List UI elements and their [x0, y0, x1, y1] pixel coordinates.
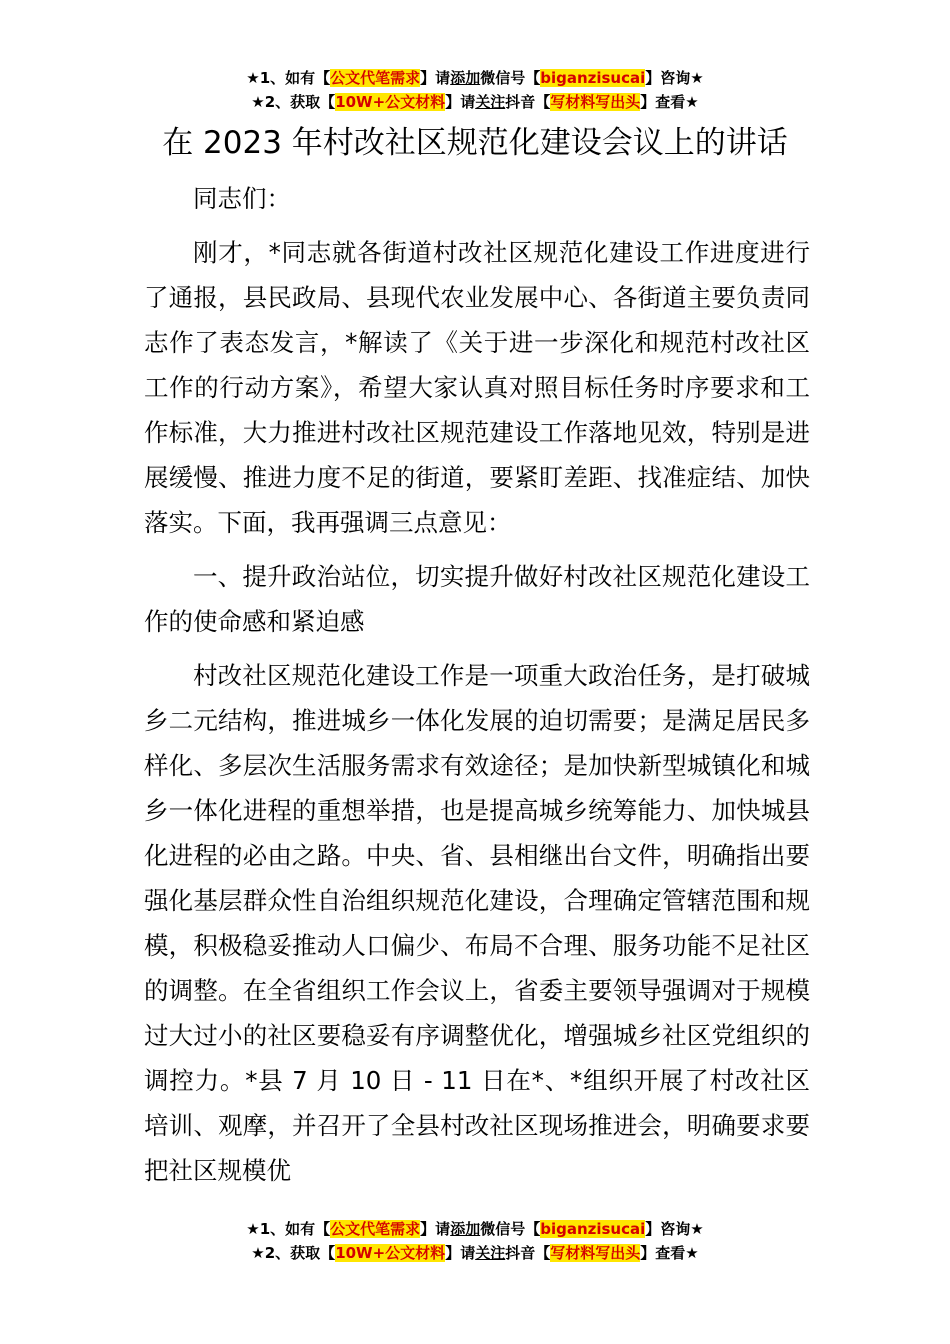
footer-banner — [0, 1217, 950, 1265]
document-title: 在 2023 年村改社区规范化建设会议上的讲话 — [162, 125, 788, 161]
banner-text: 微信号【 — [480, 69, 541, 87]
banner-text: 】请 — [420, 69, 451, 87]
banner-line-1 — [0, 66, 950, 90]
salutation: 同志们： — [193, 184, 291, 213]
banner-text: ★2、获取【 — [251, 1244, 336, 1262]
banner-text: 抖音【 — [505, 93, 551, 111]
underlined-text: 添加 — [450, 1220, 481, 1238]
underlined-text: 关注 — [475, 93, 506, 111]
banner-text: 】请 — [420, 1220, 451, 1238]
banner-text: 】咨询★ — [645, 69, 704, 87]
highlight-text: 公文代笔需求 — [330, 1220, 421, 1238]
banner-text: ★1、如有【 — [246, 69, 331, 87]
paragraph-body: 村改社区规范化建设工作是一项重大政治任务，是打破城乡二元结构，推进城乡一体化发展的迫切需要；是满足居民多样化、多层次生活服务需求有效途径；是加快新型城镇化和城乡一体化进程的重想举措，也是提高城乡统筹能力、加快城县化进程的必由之路。中央、省、县相继出台文件，明确指出要强化基层群众性自治组织规范化建设，合理确定管辖范围和规模，积极稳妥推动人口偏少、布局不合理、服务功能不足社区的调整。在全省组织工作会议上，省委主要领导强调对于规模过大过小的社区要稳妥有序调整优化，增强城乡社区党组织的调控力。*县 7 月 10 日 - 11 日在*、*组织开展了村改社区培训、观摩，并召开了全县村改社区现场推进会，明确要求要把社区规模优 — [144, 661, 810, 1185]
banner-text: 】请 — [445, 1244, 476, 1262]
banner-line-2 — [0, 1241, 950, 1265]
section-heading: 一、提升政治站位，切实提升做好村改社区规范化建设工作的使命感和紧迫感 — [144, 562, 810, 636]
banner-line-2 — [0, 90, 950, 114]
banner-text: 微信号【 — [480, 1220, 541, 1238]
paragraph-intro: 刚才，*同志就各街道村改社区规范化建设工作进度进行了通报，县民政局、县现代农业发展中心、各街道主要负责同志作了表态发言，*解读了《关于进一步深化和规范村改社区工作的行动方案》，希望大家认真对照目标任务时序要求和工作标准，大力推进村改社区规范建设工作落地见效，特别是进展缓慢、推进力度不足的街道，要紧盯差距、找准症结、加快落实。下面，我再强调三点意见： — [144, 238, 810, 537]
banner-text: 抖音【 — [505, 1244, 551, 1262]
banner-text: 】请 — [445, 93, 476, 111]
highlight-text: 10W+公文材料 — [335, 93, 446, 111]
banner-text: 】查看★ — [640, 93, 699, 111]
underlined-text: 关注 — [475, 1244, 506, 1262]
wechat-id-highlight: biganzisucai — [540, 69, 646, 87]
underlined-text: 添加 — [450, 69, 481, 87]
banner-text: ★2、获取【 — [251, 93, 336, 111]
document-body — [144, 176, 810, 1202]
banner-text: 】查看★ — [640, 1244, 699, 1262]
wechat-id-highlight: biganzisucai — [540, 1220, 646, 1238]
douyin-id-highlight: 写材料写出头 — [550, 1244, 641, 1262]
banner-text: ★1、如有【 — [246, 1220, 331, 1238]
banner-text: 】咨询★ — [645, 1220, 704, 1238]
highlight-text: 10W+公文材料 — [335, 1244, 446, 1262]
douyin-id-highlight: 写材料写出头 — [550, 93, 641, 111]
banner-line-1 — [0, 1217, 950, 1241]
highlight-text: 公文代笔需求 — [330, 69, 421, 87]
header-banner — [0, 66, 950, 114]
